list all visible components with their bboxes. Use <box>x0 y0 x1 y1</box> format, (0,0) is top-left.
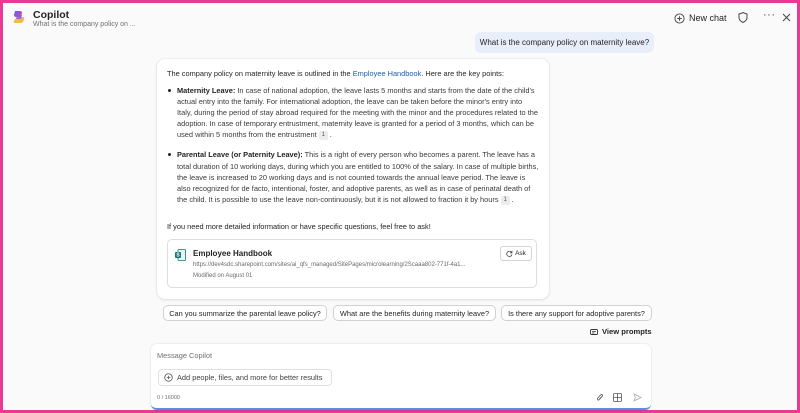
suggestion-chip[interactable]: What are the benefits during maternity leave? <box>333 305 496 321</box>
add-circle-icon <box>164 373 173 382</box>
svg-text:S: S <box>176 252 180 259</box>
view-prompts-label: View prompts <box>602 327 652 336</box>
send-icon[interactable] <box>633 393 642 402</box>
header-bar <box>6 6 794 32</box>
source-reference-card[interactable] <box>167 239 537 288</box>
source-url: https://dev4sdc.sharepoint.com/sites/ai_qfs_managed/SitePages/microlearning/2Scaaa802-771f-4a1... <box>193 262 466 268</box>
new-chat-icon <box>674 13 685 24</box>
key-points-list <box>167 85 539 205</box>
message-composer <box>151 344 651 410</box>
bullet-trailing: . <box>509 194 514 204</box>
suggestion-chip[interactable]: Is there any support for adoptive parents? <box>501 305 652 321</box>
sharepoint-page-icon <box>175 249 186 261</box>
close-icon[interactable] <box>782 13 791 22</box>
response-intro <box>167 69 504 78</box>
new-chat-button[interactable] <box>674 10 727 26</box>
ask-button[interactable] <box>500 246 532 261</box>
intro-text-tail: . Here are the key points: <box>421 69 504 78</box>
new-chat-label: New chat <box>689 13 727 23</box>
message-input[interactable]: Message Copilot <box>157 351 213 360</box>
character-count: 0 / 16000 <box>157 395 180 401</box>
prompts-icon <box>590 328 598 336</box>
bullet-title: Maternity Leave: <box>177 86 236 95</box>
source-title: Employee Handbook <box>193 249 273 258</box>
response-outro: If you need more detailed information or have specific questions, feel free to ask! <box>167 222 431 231</box>
source-modified-date: Modified on August 01 <box>193 273 253 279</box>
shield-icon[interactable] <box>738 12 748 23</box>
apps-grid-icon[interactable] <box>613 393 622 402</box>
view-prompts-button[interactable] <box>590 327 652 336</box>
bullet-trailing: . <box>327 130 332 140</box>
intro-text: The company policy on maternity leave is outlined in the <box>167 69 353 78</box>
assistant-response-card <box>157 59 549 299</box>
add-context-button[interactable] <box>158 369 332 386</box>
citation-badge[interactable]: 1 <box>319 131 328 140</box>
attach-icon[interactable] <box>596 393 604 402</box>
user-message-bubble: What is the company policy on maternity leave? <box>475 32 654 53</box>
suggestion-chip[interactable]: Can you summarize the parental leave policy? <box>163 305 327 321</box>
refresh-icon <box>506 250 513 257</box>
list-item <box>167 85 539 140</box>
copilot-logo-icon <box>12 10 26 24</box>
bullet-title: Parental Leave (or Paternity Leave): <box>177 150 303 160</box>
add-context-label: Add people, files, and more for better results <box>177 373 323 382</box>
bullet-text: In case of national adoption, the leave lasts 5 months and starts from the date of the child's actual entry into the family. For international adoption, the leave can be taken before the minor's entry into Italy, during the period of stay abroad required for the meeting with the minor and the procedures related to the adoption. In case of temporary entrustment, maternity leave is granted for a period of 3 months, which can be used within 5 months from the entrustment <box>177 86 538 140</box>
citation-badge[interactable]: 1 <box>501 196 510 205</box>
bullet-text: This is a right of every person who becomes a parent. The leave has a total duration of 10 working days, during which you are entitled to 100% of the salary. In case of multiple births, the leave is increased to 20 working days and is not counted towards the annual leave period. The leave is also recognized for de facto, intentional, foster, and adoptive parents, as well as in case of perinatal death of the child. It is possible to use the leave non-continuously, but it is not allowed to fraction it by hours <box>177 150 539 204</box>
list-item <box>167 149 539 204</box>
more-options-button[interactable]: ··· <box>763 9 776 21</box>
app-title: Copilot <box>33 9 70 21</box>
employee-handbook-link[interactable]: Employee Handbook <box>352 69 422 78</box>
conversation-subtitle: What is the company policy on ... <box>33 21 136 28</box>
ask-label: Ask <box>515 250 526 257</box>
